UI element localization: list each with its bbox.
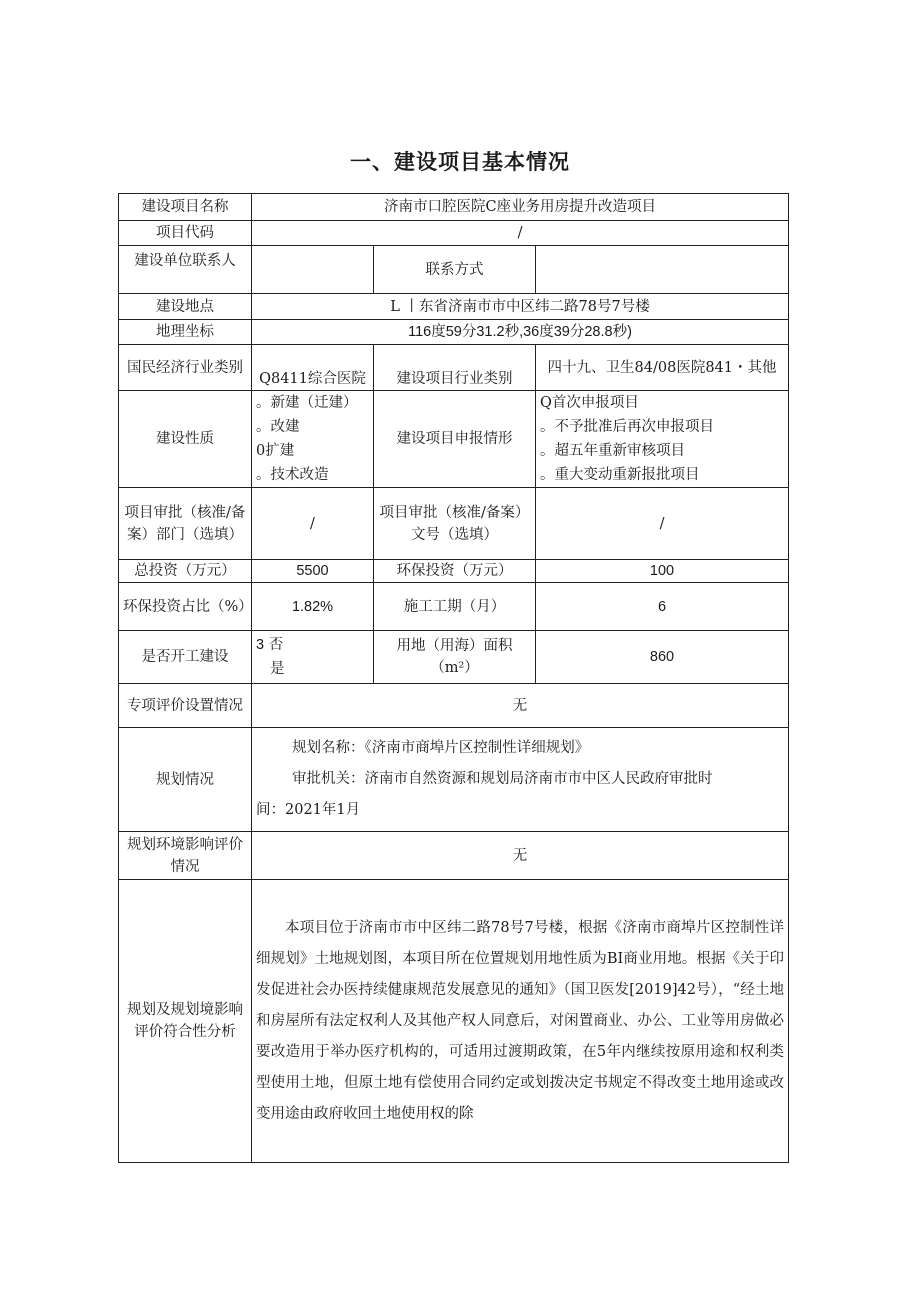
project-info-table xyxy=(118,193,789,1163)
label-coordinates: 地理坐标 xyxy=(119,320,252,345)
label-started: 是否开工建设 xyxy=(119,631,252,684)
label-location: 建设地点 xyxy=(119,294,252,320)
value-planning-env: 无 xyxy=(252,832,789,880)
option-tech-upgrade: 。技术改造 xyxy=(256,467,329,483)
planning-time: 间：2021年1月 xyxy=(256,802,361,818)
label-total-investment: 总投资（万元） xyxy=(119,560,252,583)
nature-options xyxy=(252,391,374,488)
row-industry xyxy=(119,345,789,391)
value-industry: Q8411综合医院 xyxy=(252,345,374,391)
label-approval-dept: 项目审批（核准/备案）部门（选填） xyxy=(119,488,252,560)
row-nature xyxy=(119,391,789,488)
value-construction-period: 6 xyxy=(536,583,789,631)
label-nature: 建设性质 xyxy=(119,391,252,488)
value-approval-doc: / xyxy=(536,488,789,560)
row-coordinates xyxy=(119,320,789,345)
label-planning-env: 规划环境影响评价情况 xyxy=(119,832,252,880)
value-contact-method xyxy=(536,246,789,294)
value-industry-type: 四十九、卫生84/08医院841・其他 xyxy=(536,345,789,391)
option-new-build: 。新建（迁建） xyxy=(256,395,358,411)
row-started xyxy=(119,631,789,684)
label-contact-method: 联系方式 xyxy=(374,246,536,294)
label-env-ratio: 环保投资占比（%） xyxy=(119,583,252,631)
value-location: L 丨东省济南市市中区纬二路78号7号楼 xyxy=(252,294,789,320)
row-special-eval xyxy=(119,684,789,728)
started-options xyxy=(252,631,374,684)
label-construction-period: 施工工期（月） xyxy=(374,583,536,631)
label-approval-doc: 项目审批（核准/备案）文号（选填） xyxy=(374,488,536,560)
label-project-name: 建设项目名称 xyxy=(119,194,252,221)
value-contact xyxy=(252,246,374,294)
row-approval xyxy=(119,488,789,560)
value-total-investment: 5500 xyxy=(252,560,374,583)
row-contact xyxy=(119,246,789,294)
label-land-area: 用地（用海）面积（m²） xyxy=(374,631,536,684)
row-project-code xyxy=(119,221,789,246)
value-coordinates: 116度59分31.2秒,36度39分28.8秒) xyxy=(252,320,789,345)
option-no-mark: 3 xyxy=(256,637,265,653)
value-env-ratio: 1.82% xyxy=(252,583,374,631)
label-industry-type: 建设项目行业类别 xyxy=(374,345,536,391)
planning-details xyxy=(252,728,789,832)
label-industry: 国民经济行业类别 xyxy=(119,345,252,391)
compliance-text: 本项目位于济南市市中区纬二路78号7号楼，根据《济南市商埠片区控制性详细规划》土地规划图，本项目所在位置规划用地性质为BI商业用地。根据《关于印发促进社会办医持续健康规范发展意见的通知》（国卫医发[2019]42号），“经土地和房屋所有法定权利人及其他产权人同意后，对闲置商业、办公、工业等用房做必要改造用于举办医疗机构的，可适用过渡期政策，在5年内继续按原用途和权利类型使用土地，但原土地有偿使用合同约定或划拨决定书规定不得改变土地用途或改变用途由政府收回土地使用权的除 xyxy=(256,919,785,1122)
row-investment xyxy=(119,560,789,583)
option-expand: 0扩建 xyxy=(256,443,295,459)
label-planning: 规划情况 xyxy=(119,728,252,832)
option-yes: 是 xyxy=(270,661,285,677)
label-project-code: 项目代码 xyxy=(119,221,252,246)
value-land-area: 860 xyxy=(536,631,789,684)
option-five-year-review: 。超五年重新审核项目 xyxy=(540,443,685,459)
option-rebuild: 。改建 xyxy=(256,419,300,435)
label-compliance: 规划及规划境影响评价符合性分析 xyxy=(119,880,252,1163)
value-project-code: / xyxy=(252,221,789,246)
option-first-report: Q首次申报项目 xyxy=(540,395,639,411)
row-ratio xyxy=(119,583,789,631)
label-env-investment: 环保投资（万元） xyxy=(374,560,536,583)
report-options xyxy=(536,391,789,488)
label-contact: 建设单位联系人 xyxy=(119,246,252,294)
row-compliance xyxy=(119,880,789,1163)
row-location xyxy=(119,294,789,320)
option-resubmit: 。不予批准后再次申报项目 xyxy=(540,419,714,435)
planning-authority: 审批机关：济南市自然资源和规划局济南市市中区人民政府审批时 xyxy=(292,771,713,787)
row-planning-env xyxy=(119,832,789,880)
label-report-situation: 建设项目申报情形 xyxy=(374,391,536,488)
compliance-text-cell xyxy=(252,880,789,1163)
option-no xyxy=(256,633,369,657)
option-major-change: 。重大变动重新报批项目 xyxy=(540,467,700,483)
value-project-name: 济南市口腔医院C座业务用房提升改造项目 xyxy=(252,194,789,221)
value-approval-dept: / xyxy=(252,488,374,560)
page-title: 一、建设项目基本情况 xyxy=(350,150,570,174)
option-no-label: 否 xyxy=(268,637,284,653)
planning-name: 规划名称：《济南市商埠片区控制性详细规划》 xyxy=(292,740,590,756)
row-project-name xyxy=(119,194,789,221)
value-env-investment: 100 xyxy=(536,560,789,583)
value-special-eval: 无 xyxy=(252,684,789,728)
row-planning xyxy=(119,728,789,832)
label-special-eval: 专项评价设置情况 xyxy=(119,684,252,728)
